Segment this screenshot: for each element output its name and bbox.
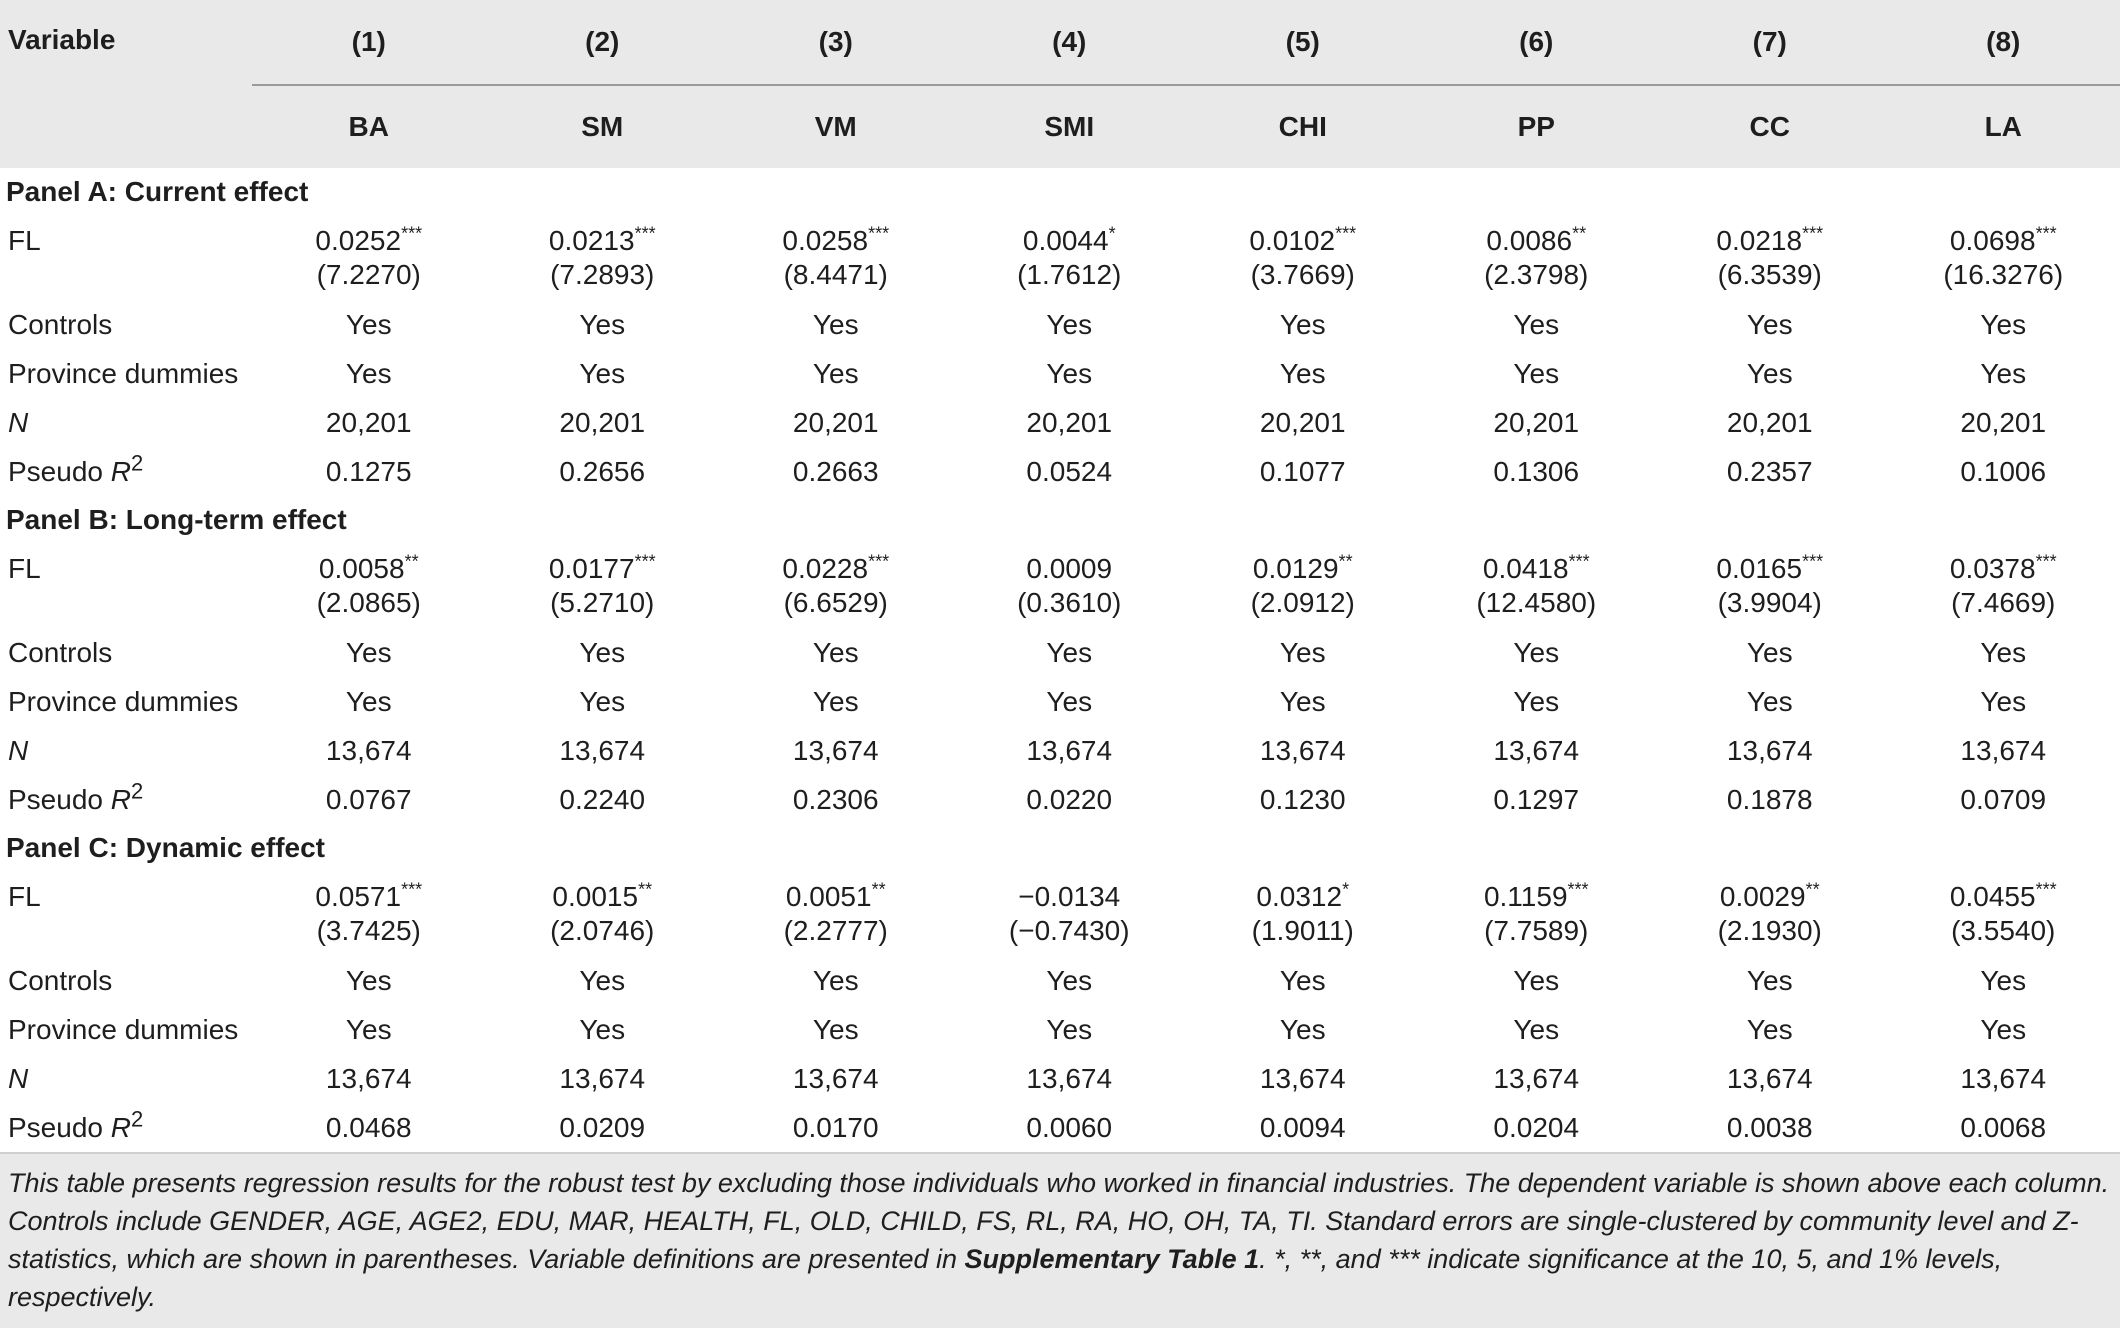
pseudo-r2-cell: 0.0220 xyxy=(953,775,1187,824)
fl-coefficient-cell xyxy=(1887,872,2120,914)
controls-row-cell: Yes xyxy=(1186,300,1420,349)
significance-stars: *** xyxy=(1335,224,1356,244)
pseudo-r2-row xyxy=(0,1103,2120,1153)
coefficient-value: 0.0058 xyxy=(319,553,405,584)
controls-row xyxy=(0,628,2120,677)
province-dummies-row-cell: Yes xyxy=(1653,349,1887,398)
observations-row xyxy=(0,726,2120,775)
row-label-fl: FL xyxy=(0,216,252,258)
dependent-variable-header: SMI xyxy=(953,85,1187,168)
province-dummies-row-cell: Yes xyxy=(953,349,1187,398)
z-statistic-cell: (3.7669) xyxy=(1186,258,1420,300)
pseudo-r: R xyxy=(111,1112,131,1143)
dependent-variable-header: LA xyxy=(1887,85,2120,168)
significance-stars: ** xyxy=(872,880,886,900)
significance-stars: *** xyxy=(2036,552,2057,572)
significance-stars: * xyxy=(1109,224,1116,244)
observations-row-cell: 13,674 xyxy=(953,1054,1187,1103)
z-statistic-cell: (3.5540) xyxy=(1887,914,2120,956)
pseudo-prefix: Pseudo xyxy=(8,456,111,487)
fl-coefficient-row xyxy=(0,872,2120,914)
observations-row-cell: 13,674 xyxy=(1653,1054,1887,1103)
significance-stars: *** xyxy=(401,880,422,900)
table-footnote xyxy=(0,1153,2120,1328)
controls-row-cell: Yes xyxy=(1186,956,1420,1005)
controls-row-cell: Yes xyxy=(719,628,953,677)
z-statistic-row xyxy=(0,586,2120,628)
coefficient-value: 0.0044 xyxy=(1023,225,1109,256)
header-column-numbers-row xyxy=(0,0,2120,85)
observations-row-cell: 13,674 xyxy=(719,726,953,775)
pseudo-r: R xyxy=(111,784,131,815)
column-number: (7) xyxy=(1653,0,1887,85)
province-dummies-row-cell: Yes xyxy=(1887,677,2120,726)
controls-row-cell: Yes xyxy=(1420,628,1654,677)
fl-coefficient-cell xyxy=(719,544,953,586)
pseudo-r2-cell: 0.1306 xyxy=(1420,447,1654,496)
fl-coefficient-row xyxy=(0,216,2120,258)
panel-title: Panel C: Dynamic effect xyxy=(0,824,2120,872)
observations-row-cell: 20,201 xyxy=(252,398,486,447)
observations-row-cell: 20,201 xyxy=(1420,398,1654,447)
footnote-text-end: . *, **, and *** indicate significance at the 10, 5, and 1% levels, respectively. xyxy=(8,1244,2002,1312)
pseudo-r2-cell: 0.2306 xyxy=(719,775,953,824)
column-number: (4) xyxy=(953,0,1187,85)
pseudo-r2-cell: 0.0767 xyxy=(252,775,486,824)
z-statistic-row xyxy=(0,914,2120,956)
controls-row-cell: Yes xyxy=(252,300,486,349)
observations-row-cell: 20,201 xyxy=(1186,398,1420,447)
significance-stars: ** xyxy=(638,880,652,900)
observations-row-cell: 13,674 xyxy=(1420,1054,1654,1103)
row-label-fl: FL xyxy=(0,872,252,914)
panel-title-row xyxy=(0,168,2120,216)
z-statistic-cell: (2.1930) xyxy=(1653,914,1887,956)
coefficient-value: 0.0029 xyxy=(1720,881,1806,912)
row-label-fl: FL xyxy=(0,544,252,586)
pseudo-superscript: 2 xyxy=(131,1106,143,1131)
z-statistic-cell: (0.3610) xyxy=(953,586,1187,628)
table-body xyxy=(0,168,2120,1153)
coefficient-value: 0.0165 xyxy=(1716,553,1802,584)
fl-coefficient-cell xyxy=(1887,216,2120,258)
pseudo-r2-row xyxy=(0,775,2120,824)
pseudo-r2-label xyxy=(0,775,252,824)
significance-stars: *** xyxy=(635,224,656,244)
province-dummies-row-cell: Yes xyxy=(1420,349,1654,398)
pseudo-r2-cell: 0.2357 xyxy=(1653,447,1887,496)
z-statistic-cell: (6.3539) xyxy=(1653,258,1887,300)
coefficient-value: 0.0218 xyxy=(1716,225,1802,256)
fl-coefficient-cell xyxy=(1186,544,1420,586)
coefficient-value: −0.0134 xyxy=(1018,881,1120,912)
controls-row-cell: Yes xyxy=(486,300,720,349)
coefficient-value: 0.0698 xyxy=(1950,225,2036,256)
significance-stars: *** xyxy=(1802,552,1823,572)
coefficient-value: 0.0129 xyxy=(1253,553,1339,584)
controls-row-cell: Yes xyxy=(252,956,486,1005)
z-statistic-cell: (2.0746) xyxy=(486,914,720,956)
z-statistic-cell: (16.3276) xyxy=(1887,258,2120,300)
variable-header: Variable xyxy=(0,0,252,168)
z-statistic-cell: (2.2777) xyxy=(719,914,953,956)
pseudo-r2-row xyxy=(0,447,2120,496)
pseudo-r2-cell: 0.0060 xyxy=(953,1103,1187,1153)
observations-row-cell: 20,201 xyxy=(1887,398,2120,447)
pseudo-prefix: Pseudo xyxy=(8,784,111,815)
dependent-variable-header: PP xyxy=(1420,85,1654,168)
pseudo-r2-cell: 0.2663 xyxy=(719,447,953,496)
coefficient-value: 0.0455 xyxy=(1950,881,2036,912)
observations-row-cell: 13,674 xyxy=(1887,1054,2120,1103)
coefficient-value: 0.0213 xyxy=(549,225,635,256)
significance-stars: *** xyxy=(868,224,889,244)
province-dummies-row-cell: Yes xyxy=(486,1005,720,1054)
fl-coefficient-cell xyxy=(1186,216,1420,258)
observations-row-cell: 13,674 xyxy=(1887,726,2120,775)
controls-row-cell: Yes xyxy=(1887,956,2120,1005)
fl-coefficient-cell xyxy=(719,216,953,258)
panel-title: Panel A: Current effect xyxy=(0,168,2120,216)
controls-row-cell: Yes xyxy=(953,628,1187,677)
column-number: (2) xyxy=(486,0,720,85)
z-statistic-cell: (2.0912) xyxy=(1186,586,1420,628)
fl-coefficient-cell xyxy=(252,216,486,258)
z-statistic-cell: (2.3798) xyxy=(1420,258,1654,300)
z-statistic-cell: (1.7612) xyxy=(953,258,1187,300)
fl-coefficient-cell xyxy=(486,544,720,586)
significance-stars: *** xyxy=(1802,224,1823,244)
significance-stars: *** xyxy=(401,224,422,244)
controls-row-cell: Yes xyxy=(1420,300,1654,349)
fl-coefficient-cell xyxy=(953,872,1187,914)
coefficient-value: 0.0418 xyxy=(1483,553,1569,584)
z-statistic-cell: (3.9904) xyxy=(1653,586,1887,628)
coefficient-value: 0.0086 xyxy=(1486,225,1572,256)
coefficient-value: 0.0015 xyxy=(552,881,638,912)
province-dummies-row-cell: Yes xyxy=(953,677,1187,726)
pseudo-r2-cell: 0.1878 xyxy=(1653,775,1887,824)
fl-coefficient-cell xyxy=(953,544,1187,586)
column-number: (1) xyxy=(252,0,486,85)
pseudo-r2-cell: 0.0094 xyxy=(1186,1103,1420,1153)
z-statistic-row xyxy=(0,258,2120,300)
z-statistic-cell: (6.6529) xyxy=(719,586,953,628)
observations-row xyxy=(0,1054,2120,1103)
controls-row-label: Controls xyxy=(0,956,252,1005)
controls-row xyxy=(0,300,2120,349)
pseudo-r2-cell: 0.1077 xyxy=(1186,447,1420,496)
observations-row-cell: 13,674 xyxy=(486,1054,720,1103)
pseudo-r2-cell: 0.0468 xyxy=(252,1103,486,1153)
fl-coefficient-cell xyxy=(953,216,1187,258)
observations-row-cell: 20,201 xyxy=(953,398,1187,447)
province-dummies-row-cell: Yes xyxy=(1420,677,1654,726)
coefficient-value: 0.0312 xyxy=(1256,881,1342,912)
observations-row-cell: 13,674 xyxy=(1186,1054,1420,1103)
controls-row-label: Controls xyxy=(0,300,252,349)
significance-stars: ** xyxy=(1339,552,1353,572)
observations-row-cell: 20,201 xyxy=(486,398,720,447)
coefficient-value: 0.0009 xyxy=(1026,553,1112,584)
province-dummies-row-cell: Yes xyxy=(486,349,720,398)
province-dummies-row-label: Province dummies xyxy=(0,349,252,398)
fl-coefficient-cell xyxy=(1420,872,1654,914)
pseudo-r2-cell: 0.2240 xyxy=(486,775,720,824)
province-dummies-row-cell: Yes xyxy=(252,349,486,398)
significance-stars: *** xyxy=(1568,880,1589,900)
controls-row-cell: Yes xyxy=(252,628,486,677)
pseudo-r2-cell: 0.0038 xyxy=(1653,1103,1887,1153)
province-dummies-row-cell: Yes xyxy=(1186,677,1420,726)
controls-row-cell: Yes xyxy=(1653,300,1887,349)
dependent-variable-header: VM xyxy=(719,85,953,168)
fl-coefficient-cell xyxy=(1887,544,2120,586)
province-dummies-row-label: Province dummies xyxy=(0,677,252,726)
fl-coefficient-cell xyxy=(486,216,720,258)
controls-row-cell: Yes xyxy=(1653,956,1887,1005)
coefficient-value: 0.0177 xyxy=(549,553,635,584)
observations-row-cell: 13,674 xyxy=(953,726,1187,775)
pseudo-r2-label xyxy=(0,447,252,496)
fl-coefficient-cell xyxy=(1653,216,1887,258)
pseudo-r: R xyxy=(111,456,131,487)
province-dummies-row-cell: Yes xyxy=(1887,1005,2120,1054)
fl-coefficient-cell xyxy=(1653,872,1887,914)
observations-row-label: N xyxy=(0,1054,252,1103)
pseudo-r2-cell: 0.0068 xyxy=(1887,1103,2120,1153)
province-dummies-row-cell: Yes xyxy=(1420,1005,1654,1054)
fl-coefficient-cell xyxy=(1653,544,1887,586)
pseudo-r2-cell: 0.0170 xyxy=(719,1103,953,1153)
panel-title: Panel B: Long-term effect xyxy=(0,496,2120,544)
column-number: (6) xyxy=(1420,0,1654,85)
pseudo-r2-cell: 0.1297 xyxy=(1420,775,1654,824)
column-number: (5) xyxy=(1186,0,1420,85)
fl-coefficient-cell xyxy=(1186,872,1420,914)
observations-row-cell: 13,674 xyxy=(719,1054,953,1103)
coefficient-value: 0.0571 xyxy=(315,881,401,912)
z-statistic-cell: (12.4580) xyxy=(1420,586,1654,628)
controls-row-cell: Yes xyxy=(1186,628,1420,677)
coefficient-value: 0.0051 xyxy=(786,881,872,912)
observations-row-cell: 13,674 xyxy=(1186,726,1420,775)
controls-row-cell: Yes xyxy=(486,628,720,677)
province-dummies-row-cell: Yes xyxy=(719,349,953,398)
column-number: (3) xyxy=(719,0,953,85)
header-dependent-variables-row xyxy=(0,85,2120,168)
province-dummies-row xyxy=(0,677,2120,726)
significance-stars: ** xyxy=(1806,880,1820,900)
coefficient-value: 0.0228 xyxy=(782,553,868,584)
controls-row-cell: Yes xyxy=(953,956,1187,1005)
z-statistic-cell: (−0.7430) xyxy=(953,914,1187,956)
controls-row-cell: Yes xyxy=(1887,628,2120,677)
controls-row-cell: Yes xyxy=(1653,628,1887,677)
significance-stars: *** xyxy=(868,552,889,572)
province-dummies-row xyxy=(0,349,2120,398)
province-dummies-row-cell: Yes xyxy=(1653,1005,1887,1054)
province-dummies-row-cell: Yes xyxy=(1653,677,1887,726)
z-statistic-cell: (5.2710) xyxy=(486,586,720,628)
z-statistic-cell: (7.2893) xyxy=(486,258,720,300)
pseudo-r2-cell: 0.0524 xyxy=(953,447,1187,496)
empty-label-cell xyxy=(0,914,252,956)
empty-label-cell xyxy=(0,586,252,628)
pseudo-r2-cell: 0.2656 xyxy=(486,447,720,496)
observations-row-cell: 13,674 xyxy=(486,726,720,775)
fl-coefficient-cell xyxy=(252,872,486,914)
pseudo-r2-cell: 0.0209 xyxy=(486,1103,720,1153)
z-statistic-cell: (2.0865) xyxy=(252,586,486,628)
observations-row-cell: 13,674 xyxy=(1653,726,1887,775)
observations-row-label: N xyxy=(0,398,252,447)
coefficient-value: 0.0378 xyxy=(1950,553,2036,584)
controls-row-cell: Yes xyxy=(719,956,953,1005)
z-statistic-cell: (7.7589) xyxy=(1420,914,1654,956)
observations-row xyxy=(0,398,2120,447)
pseudo-r2-cell: 0.1230 xyxy=(1186,775,1420,824)
column-number: (8) xyxy=(1887,0,2120,85)
significance-stars: *** xyxy=(1569,552,1590,572)
z-statistic-cell: (1.9011) xyxy=(1186,914,1420,956)
controls-row-cell: Yes xyxy=(1887,300,2120,349)
coefficient-value: 0.0252 xyxy=(315,225,401,256)
significance-stars: *** xyxy=(635,552,656,572)
province-dummies-row-cell: Yes xyxy=(719,1005,953,1054)
controls-row-cell: Yes xyxy=(953,300,1187,349)
coefficient-value: 0.1159 xyxy=(1484,881,1568,912)
province-dummies-row-cell: Yes xyxy=(953,1005,1187,1054)
z-statistic-cell: (7.4669) xyxy=(1887,586,2120,628)
pseudo-r2-cell: 0.0709 xyxy=(1887,775,2120,824)
significance-stars: *** xyxy=(2036,224,2057,244)
pseudo-r2-cell: 0.1275 xyxy=(252,447,486,496)
province-dummies-row-cell: Yes xyxy=(1186,1005,1420,1054)
significance-stars: ** xyxy=(405,552,419,572)
fl-coefficient-cell xyxy=(1420,216,1654,258)
table-note-row xyxy=(0,1153,2120,1328)
pseudo-superscript: 2 xyxy=(131,450,143,475)
province-dummies-row-label: Province dummies xyxy=(0,1005,252,1054)
pseudo-prefix: Pseudo xyxy=(8,1112,111,1143)
controls-row-cell: Yes xyxy=(1420,956,1654,1005)
province-dummies-row-cell: Yes xyxy=(486,677,720,726)
panel-title-row xyxy=(0,496,2120,544)
controls-row xyxy=(0,956,2120,1005)
coefficient-value: 0.0102 xyxy=(1249,225,1335,256)
dependent-variable-header: CC xyxy=(1653,85,1887,168)
fl-coefficient-cell xyxy=(252,544,486,586)
fl-coefficient-cell xyxy=(1420,544,1654,586)
supplementary-table-link[interactable]: Supplementary Table 1 xyxy=(965,1244,1260,1274)
fl-coefficient-cell xyxy=(486,872,720,914)
z-statistic-cell: (7.2270) xyxy=(252,258,486,300)
dependent-variable-header: CHI xyxy=(1186,85,1420,168)
dependent-variable-header: BA xyxy=(252,85,486,168)
footnote-text: This table presents regression results for the robust test by excluding those individuals who worked in financial industries. The dependent variable is shown above each column. Controls include GENDER, AGE, AGE2, EDU, MAR, HEALTH, FL, OLD, CHILD, FS, RL, RA, HO, OH, TA, TI. Standard errors are single-clustered by community level and Z-statistics, which are shown in parentheses. Variable definitions are presented in xyxy=(8,1168,2109,1274)
controls-row-label: Controls xyxy=(0,628,252,677)
controls-row-cell: Yes xyxy=(486,956,720,1005)
observations-row-cell: 20,201 xyxy=(719,398,953,447)
province-dummies-row-cell: Yes xyxy=(252,677,486,726)
significance-stars: * xyxy=(1342,880,1349,900)
significance-stars: ** xyxy=(1572,224,1586,244)
pseudo-r2-cell: 0.0204 xyxy=(1420,1103,1654,1153)
pseudo-superscript: 2 xyxy=(131,778,143,803)
pseudo-r2-label xyxy=(0,1103,252,1153)
empty-label-cell xyxy=(0,258,252,300)
observations-row-cell: 20,201 xyxy=(1653,398,1887,447)
z-statistic-cell: (8.4471) xyxy=(719,258,953,300)
province-dummies-row xyxy=(0,1005,2120,1054)
fl-coefficient-row xyxy=(0,544,2120,586)
panel-title-row xyxy=(0,824,2120,872)
controls-row-cell: Yes xyxy=(719,300,953,349)
province-dummies-row-cell: Yes xyxy=(719,677,953,726)
dependent-variable-header: SM xyxy=(486,85,720,168)
province-dummies-row-cell: Yes xyxy=(1186,349,1420,398)
province-dummies-row-cell: Yes xyxy=(1887,349,2120,398)
significance-stars: *** xyxy=(2036,880,2057,900)
z-statistic-cell: (3.7425) xyxy=(252,914,486,956)
observations-row-label: N xyxy=(0,726,252,775)
province-dummies-row-cell: Yes xyxy=(252,1005,486,1054)
coefficient-value: 0.0258 xyxy=(782,225,868,256)
observations-row-cell: 13,674 xyxy=(252,1054,486,1103)
fl-coefficient-cell xyxy=(719,872,953,914)
observations-row-cell: 13,674 xyxy=(252,726,486,775)
observations-row-cell: 13,674 xyxy=(1420,726,1654,775)
pseudo-r2-cell: 0.1006 xyxy=(1887,447,2120,496)
